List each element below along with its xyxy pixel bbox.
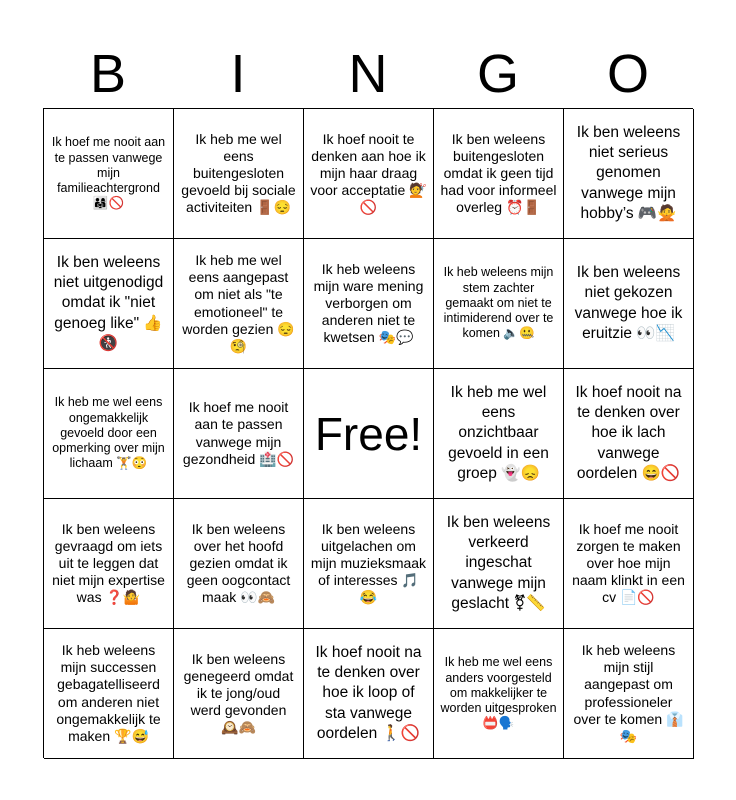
header-letter-i: I: [230, 44, 246, 104]
bingo-cell[interactable]: Ik ben weleens niet uitgenodigd omdat ik "niet genoeg like" 👍🚷: [44, 239, 174, 369]
bingo-cell[interactable]: Ik ben weleens niet serieus genomen vanwege mijn hobby’s 🎮🙅: [564, 109, 694, 239]
bingo-cell[interactable]: Ik heb weleens mijn ware mening verborgen om anderen niet te kwetsen 🎭💬: [304, 239, 434, 369]
header-letter-b: B: [89, 44, 127, 104]
free-space[interactable]: Free!: [304, 369, 434, 499]
bingo-cell[interactable]: Ik hoef me nooit aan te passen vanwege mijn gezondheid 🏥🚫: [174, 369, 304, 499]
bingo-cell[interactable]: Ik ben weleens niet gekozen vanwege hoe ik eruitzie 👀📉: [564, 239, 694, 369]
bingo-cell[interactable]: Ik hoef nooit na te denken over hoe ik loop of sta vanwege oordelen 🚶🚫: [304, 629, 434, 759]
bingo-header: [43, 40, 693, 108]
bingo-cell[interactable]: Ik heb me wel eens onzichtbaar gevoeld in een groep 👻😞: [434, 369, 564, 499]
bingo-cell[interactable]: Ik ben weleens buitengesloten omdat ik geen tijd had voor informeel overleg ⏰🚪: [434, 109, 564, 239]
header-letter-n: N: [348, 44, 388, 104]
bingo-cell[interactable]: Ik heb me wel eens aangepast om niet als "te emotioneel" te worden gezien 😔🧐: [174, 239, 304, 369]
bingo-cell[interactable]: Ik heb weleens mijn stijl aangepast om professioneler over te komen 👔🎭: [564, 629, 694, 759]
header-letter-g: G: [476, 44, 519, 104]
bingo-cell[interactable]: Ik heb me wel eens anders voorgesteld om makkelijker te worden uitgesproken 📛🗣️: [434, 629, 564, 759]
bingo-grid: [43, 108, 693, 758]
bingo-cell[interactable]: Ik heb weleens mijn stem zachter gemaakt om niet te intimiderend over te komen 🔈🤐: [434, 239, 564, 369]
bingo-cell[interactable]: Ik ben weleens gevraagd om iets uit te leggen dat niet mijn expertise was ❓🤷: [44, 499, 174, 629]
bingo-cell[interactable]: Ik hoef me nooit aan te passen vanwege mijn familieachtergrond 👨‍👩‍👧🚫: [44, 109, 174, 239]
bingo-cell[interactable]: Ik hoef me nooit zorgen te maken over hoe mijn naam klinkt in een cv 📄🚫: [564, 499, 694, 629]
bingo-cell[interactable]: Ik heb weleens mijn successen gebagatelliseerd om anderen niet ongemakkelijk te maken 🏆😅: [44, 629, 174, 759]
bingo-cell[interactable]: Ik ben weleens uitgelachen om mijn muzieksmaak of interesses 🎵😂: [304, 499, 434, 629]
bingo-cell[interactable]: Ik ben weleens genegeerd omdat ik te jong/oud werd gevonden 🕰️🙈: [174, 629, 304, 759]
bingo-cell[interactable]: Ik hoef nooit na te denken over hoe ik lach vanwege oordelen 😄🚫: [564, 369, 694, 499]
header-letter-o: O: [606, 44, 649, 104]
bingo-cell[interactable]: Ik heb me wel eens buitengesloten gevoeld bij sociale activiteiten 🚪😔: [174, 109, 304, 239]
bingo-cell[interactable]: Ik hoef nooit te denken aan hoe ik mijn haar draag voor acceptatie 💇 🚫: [304, 109, 434, 239]
bingo-cell[interactable]: Ik ben weleens verkeerd ingeschat vanwege mijn geslacht ⚧📏: [434, 499, 564, 629]
bingo-cell[interactable]: Ik heb me wel eens ongemakkelijk gevoeld door een opmerking over mijn lichaam 🏋️😳: [44, 369, 174, 499]
bingo-cell[interactable]: Ik ben weleens over het hoofd gezien omdat ik geen oogcontact maak 👀🙈: [174, 499, 304, 629]
